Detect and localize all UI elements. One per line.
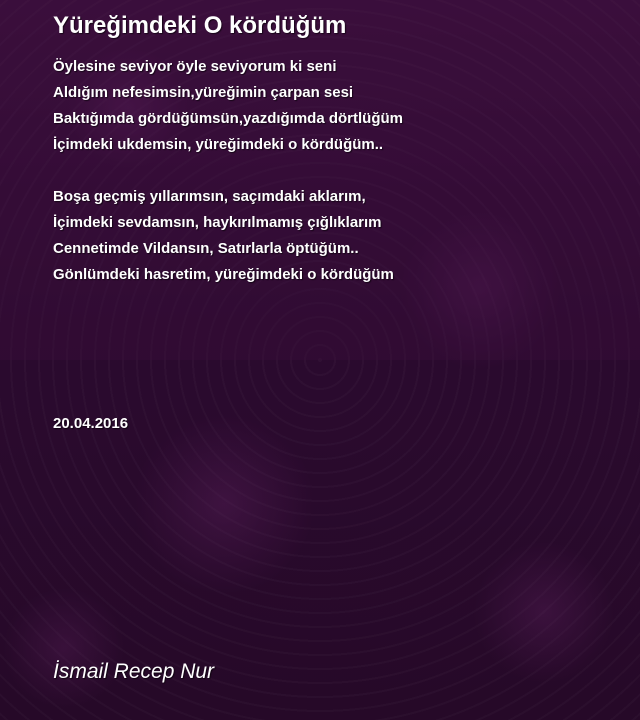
poem-line: Öylesine seviyor öyle seviyorum ki seni (53, 58, 337, 75)
poem-line: Gönlümdeki hasretim, yüreğimdeki o kördüğüm (53, 266, 394, 283)
poem-date: 20.04.2016 (53, 415, 129, 432)
poem-title: Yüreğimdeki O kördüğüm (53, 12, 347, 39)
poem-body (53, 54, 613, 314)
stanza-2 (53, 184, 613, 288)
poem-line: Baktığımda gördüğümsün,yazdığımda dörtlüğüm (53, 110, 404, 127)
poem-line: Cennetimde Vildansın, Satırlarla öptüğüm.. (53, 240, 359, 257)
stanza-1 (53, 54, 613, 158)
poem-line: İçimdeki ukdemsin, yüreğimdeki o kördüğüm.. (53, 136, 384, 153)
poem-author: İsmail Recep Nur (53, 660, 215, 683)
poem-line: Aldığım nefesimsin,yüreğimin çarpan sesi (53, 84, 354, 101)
poem-line: Boşa geçmiş yıllarımsın, saçımdaki aklarım, (53, 188, 366, 205)
poem-line: İçimdeki sevdamsın, haykırılmamış çığlıklarım (53, 214, 382, 231)
